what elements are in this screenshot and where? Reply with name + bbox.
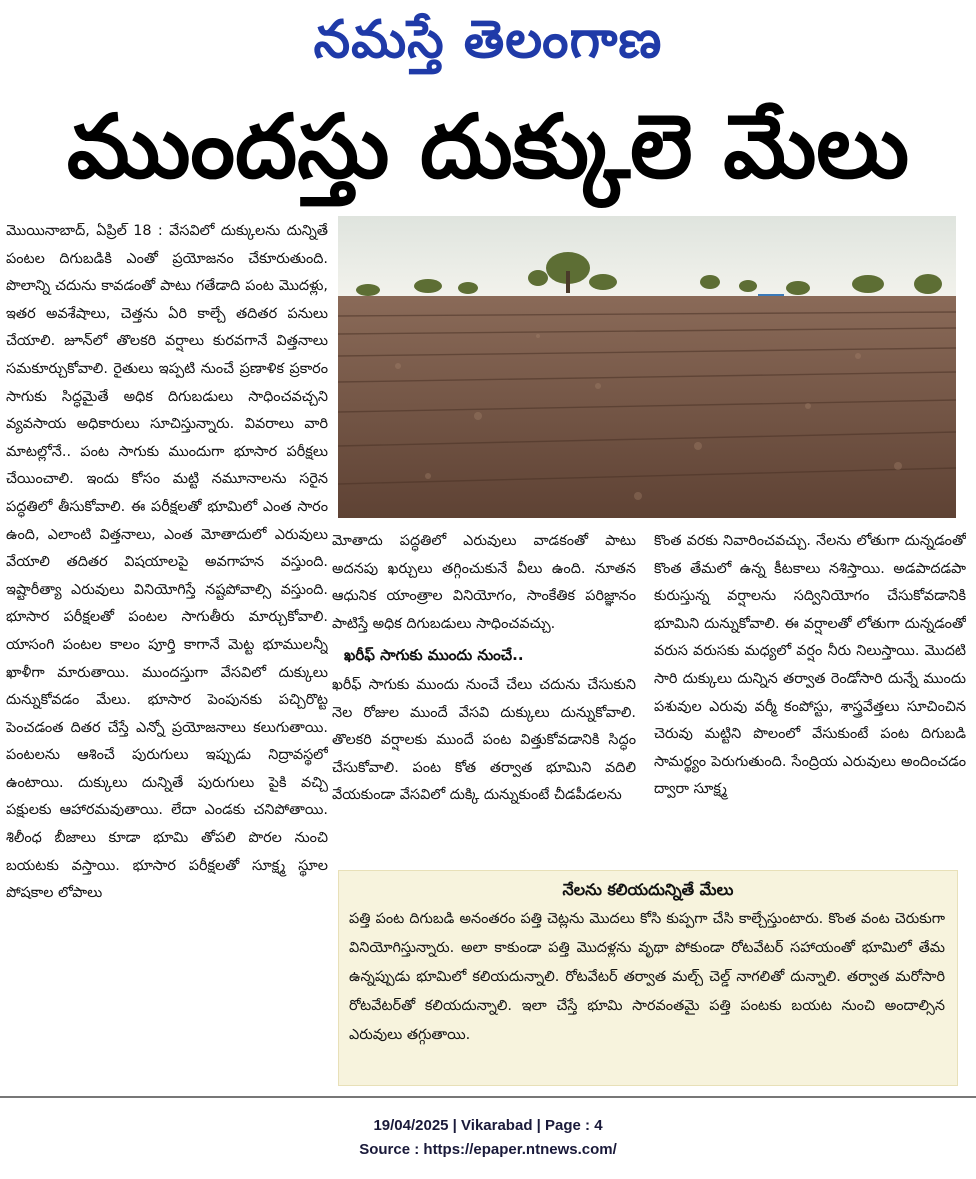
boxout-panel [338,870,958,1086]
article-column-right [654,528,966,862]
field-photo [338,216,956,518]
boxout-body: పత్తి పంట దిగుబడి అనంతరం పత్తి చెట్లను మొదలు కోసి కుప్పగా చేసి కాల్చేస్తుంటారు. కొంత వంట చెరుకుగా వినియోగిస్తున్నారు. అలా కాకుండా పత్తి మొదళ్లను వృథా పోకుండా రోటవేటర్ సహాయంతో భూమిలో తేమ ఉన్నప్పుడు భూమిలో కలియదున్నాలి. రోటవేటర్ తర్వాత మల్చ్ చెల్డ్ నాగలితో దున్నాలి. తర్వాత మరోసారి రోటవేటర్‌తో కలియదున్నాలి. ఇలా చేస్తే భూమి సారవంతమై పత్తి పంటకు బయట నుంచి అందాల్సిన ఎరువులు తగ్గుతాయి. [349,911,945,1043]
headline: ముందస్తు దుక్కులె మేలు [66,95,910,198]
footer-source: Source : https://epaper.ntnews.com/ [359,1141,617,1158]
ploughed-field-icon [338,216,956,518]
footer-date-edition: 19/04/2025 | Vikarabad | Page : 4 [373,1117,603,1134]
article-subhead: ఖరీఫ్ సాగుకు ముందు నుంచే.. [344,646,524,665]
boxout-title: నేలను కలియదున్నితే మేలు [562,880,734,899]
footer-divider [0,1096,976,1098]
article-column-left [6,218,328,1096]
masthead-logo: నమస్తే తెలంగాణ [313,10,663,70]
article-text-right: కొంత వరకు నివారించవచ్చు. నేలను లోతుగా దున్నడంతో కొంత తేమలో ఉన్న కీటకాలు నశిస్తాయి. అడపాదడపా కురుస్తున్న వర్షాలను సద్వినియోగం చేసుకోవడానికి భూమిని దున్నుకోవాలి. ఈ వర్షాలతో లోతుగా దున్నడంతో వరుస వరుసకు మధ్యలో వర్షం నీరు నిలుస్తాయి. మొదటి సారి దుక్కులు దున్నిన తర్వాత రెండోసారి దున్నే ముందు పశువుల ఎరువు వర్మీ కంపోస్టు, శాస్త్రవేత్తలు సూచించిన చెరువు మట్టిని పొలంలో వేసుకుంటే పంట దిగుబడి సామర్థ్యం పెరుగుతుంది. సేంద్రియ ఎరువులు అందించడం ద్వారా సూక్ష్మ [654,533,966,798]
article-text-middle-1: మోతాదు పద్ధతిలో ఎరువులు వాడకంతో పాటు అదనపు ఖర్చులు తగ్గించుకునే వీలు ఉంది. నూతన ఆధునిక యాంత్రాల వినియోగం, సాంకేతిక పరిజ్ఞానం పాటిస్తే అధిక దిగుబడులు సాధించవచ్చు. [332,533,636,632]
article-column-middle [332,528,636,862]
article-text-middle-2: ఖరీఫ్ సాగుకు ముందు నుంచే చేలు చదును చేసుకుని నెల రోజుల ముందే వేసవి దుక్కులు దున్నుకోవాలి. తొలకరి వర్షాలకు ముందే పంట విత్తుకోవడానికి సిద్ధం చేసుకోవాలి. పంట కోత తర్వాత భూమిని వదిలి వేయకుండా వేసవిలో దుక్కి దున్నుకుంటే చీడపీడలను [332,676,636,804]
article-text-left: మొయినాబాద్, ఏప్రిల్ 18 : వేసవిలో దుక్కులను దున్నితే పంటల దిగుబడికి ఎంతో ప్రయోజనం చేకూరుతుంది. పొలాన్ని చదును కావడంతో పాటు గతేడాది పంట మొదళ్లు, ఇతర అవశేషాలు, చెత్తను ఏరి కాల్చే తదితర పనులు చేయాలి. జూన్‌లో తొలకరి వర్షాలు కురవగానే విత్తనాలు సమకూర్చుకోవాలి. రైతులు ఇప్పటి నుంచే ప్రణాళిక ప్రకారం సాగుకు సిద్ధమైతే అధిక దిగుబడులు సాధించవచ్చని వ్యవసాయ అధికారులు సూచిస్తున్నారు. వివరాలు వారి మాటల్లోనే.. పంట సాగుకు ముందుగా భూసార పరీక్షలు చేయించాలి. ఇందు కోసం మట్టి నమూనాలను సరైన పద్ధతిలో తీసుకోవాలి. ఈ పరీక్షలతో భూమిలో ఎంత సారం ఉంది, ఎలాంటి విత్తనాలు, ఎంత మోతాదులో ఎరువులు వేయాలి తదితర విషయాలపై అవగాహన వస్తుంది. ఇష్టారీత్యా ఎరువులు వినియోగిస్తే నష్టపోవాల్సి వస్తుంది. భూసార పరీక్షలతో పంటల సాగుతీరు మార్చుకోవాలి. యాసంగి పంటల కాలం పూర్తి కాగానే మెట్ట భూములన్నీ ఖాళీగా మారుతాయి. ముందస్తుగా వేసవిలో దుక్కులు దున్నుకోవడం మేలు. భూసార పెంపునకు పచ్చిరొట్ట పెంచడంత దితర చేస్తే ఎన్నో ప్రయోజనాలు కలుగుతాయి. పంటలను ఆశించే పురుగులు ఇప్పుడు నిద్రావస్థలో ఉంటాయి. దుక్కులు దున్నితే పురుగులు పైకి వచ్చి పక్షులకు ఆహారమవుతాయి. లేదా ఎండకు చనిపోతాయి. శిలీంధ బీజాలు కూడా భూమి తోపలి పొరల నుంచి బయటకు వస్తాయి. భూసార పరీక్షలతో సూక్ష్మ స్థూల పోషకాల లోపాలు [6,223,328,902]
